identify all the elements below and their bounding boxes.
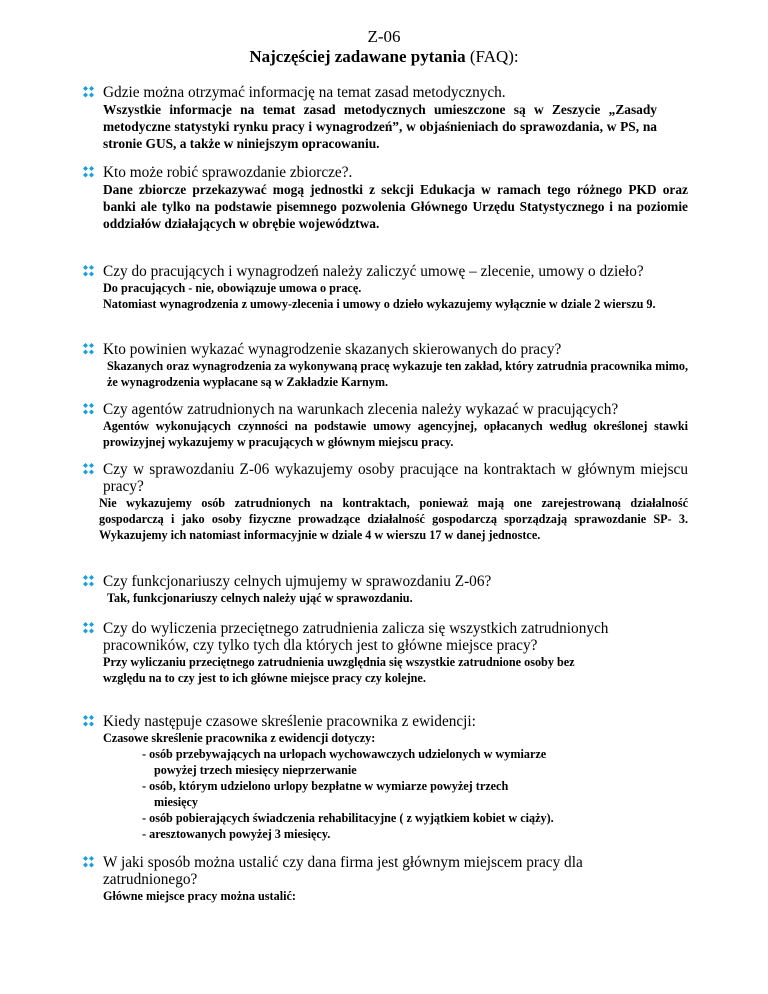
diamond-bullet-icon — [82, 622, 95, 635]
faq-item — [82, 713, 688, 842]
faq-answer: Do pracujących - nie, obowiązuje umowa o pracę. — [103, 281, 362, 295]
title-faq: (FAQ): — [465, 47, 519, 66]
faq-item — [82, 84, 688, 152]
faq-item — [82, 620, 688, 686]
faq-question: Kto może robić sprawozdanie zbiorcze?. — [82, 164, 688, 181]
faq-item — [82, 461, 688, 543]
page-title — [0, 47, 768, 67]
form-code: Z-06 — [367, 27, 401, 46]
faq-item — [82, 854, 688, 904]
faq-question: Kto powinien wykazać wynagrodzenie skazanych skierowanych do pracy? — [82, 341, 688, 358]
list-item-continuation: powyżej trzech miesięcy nieprzerwanie — [154, 763, 357, 777]
list-item-continuation: miesięcy — [154, 795, 198, 809]
faq-answer: Główne miejsce pracy można ustalić: — [103, 889, 296, 903]
diamond-bullet-icon — [82, 575, 95, 588]
faq-item — [82, 573, 688, 606]
faq-answer: Natomiast wynagrodzenia z umowy-zlecenia i umowy o dzieło wykazujemy wyłącznie w dziale 2 wierszu 9. — [103, 297, 656, 311]
faq-item — [82, 164, 688, 232]
diamond-bullet-icon — [82, 715, 95, 728]
faq-question: Czy do wyliczenia przeciętnego zatrudnienia zalicza się wszystkich zatrudnionych pracowników, czy tylko tych dla których jest to główne miejsce pracy? — [82, 620, 643, 654]
faq-question: Czy funkcjonariuszy celnych ujmujemy w sprawozdaniu Z-06? — [82, 573, 688, 590]
list-item: - osób, którym udzielono urlopy bezpłatne w wymiarze powyżej trzech — [142, 779, 509, 793]
faq-answer: Wszystkie informacje na temat zasad metodycznych umieszczone są w Zeszycie „Zasady metodyczne statystyki rynku pracy i wynagrodzeń”, w objaśnieniach do sprawozdania, w PS, na stronie GUS, a także w niniejszym opracowaniu. — [103, 102, 657, 151]
faq-answer: Tak, funkcjonariuszy celnych należy ująć w sprawozdaniu. — [107, 591, 413, 605]
faq-question: Czy agentów zatrudnionych na warunkach zlecenia należy wykazać w pracujących? — [82, 401, 688, 418]
faq-answer: Przy wyliczaniu przeciętnego zatrudnienia uwzględnia się wszystkie zatrudnione osoby bez względu na to czy jest to ich główne miejsce pracy czy kolejne. — [103, 655, 575, 685]
list-item: - osób przebywających na urlopach wychowawczych udzielonych w wymiarze — [142, 747, 547, 761]
faq-item — [82, 263, 688, 312]
list-item: - aresztowanych powyżej 3 miesięcy. — [142, 827, 331, 841]
faq-item — [82, 341, 688, 390]
faq-answer: Nie wykazujemy osób zatrudnionych na kontraktach, ponieważ mają one zarejestrowaną działalność gospodarczą i jako osoby fizyczne prowadzące działalność gospodarczą sporządzają sprawozdanie SP- 3. Wykazujemy ich natomiast informacyjnie w dziale 4 w wierszu 17 w danej jednostce. — [99, 496, 688, 542]
faq-item — [82, 401, 688, 450]
faq-question: W jaki sposób można ustalić czy dana firma jest głównym miejscem pracy dla zatrudnionego? — [82, 854, 643, 888]
faq-question: Kiedy następuje czasowe skreślenie pracownika z ewidencji: — [82, 713, 688, 730]
title-text: Najczęściej zadawane pytania — [249, 47, 466, 66]
faq-question: Czy w sprawozdaniu Z-06 wykazujemy osoby pracujące na kontraktach w głównym miejscu pracy? — [82, 461, 688, 495]
diamond-bullet-icon — [82, 856, 95, 869]
faq-answer: Dane zbiorcze przekazywać mogą jednostki z sekcji Edukacja w ramach tego różnego PKD oraz banki ale tylko na podstawie pisemnego pozwolenia Głównego Urzędu Statystycznego i na poziomie oddziałów działających w obrębie województwa. — [103, 182, 688, 231]
diamond-bullet-icon — [82, 463, 95, 476]
diamond-bullet-icon — [82, 265, 95, 278]
faq-answer: Czasowe skreślenie pracownika z ewidencji dotyczy: — [103, 731, 376, 745]
faq-question: Gdzie można otrzymać informację na temat zasad metodycznych. — [82, 84, 688, 101]
diamond-bullet-icon — [82, 403, 95, 416]
faq-answer: Agentów wykonujących czynności na podstawie umowy agencyjnej, opłacanych według określonej stawki prowizyjnej wykazujemy w pracujących w głównym miejscu pracy. — [103, 419, 688, 449]
faq-question: Czy do pracujących i wynagrodzeń należy zaliczyć umowę – zlecenie, umowy o dzieło? — [82, 263, 688, 280]
diamond-bullet-icon — [82, 166, 95, 179]
diamond-bullet-icon — [82, 86, 95, 99]
diamond-bullet-icon — [82, 343, 95, 356]
faq-answer: Skazanych oraz wynagrodzenia za wykonywaną pracę wykazuje ten zakład, który zatrudnia pracownika mimo, że wynagrodzenia wypłacane są w Zakładzie Karnym. — [107, 359, 688, 389]
list-item: - osób pobierających świadczenia rehabilitacyjne ( z wyjątkiem kobiet w ciąży). — [142, 811, 554, 825]
